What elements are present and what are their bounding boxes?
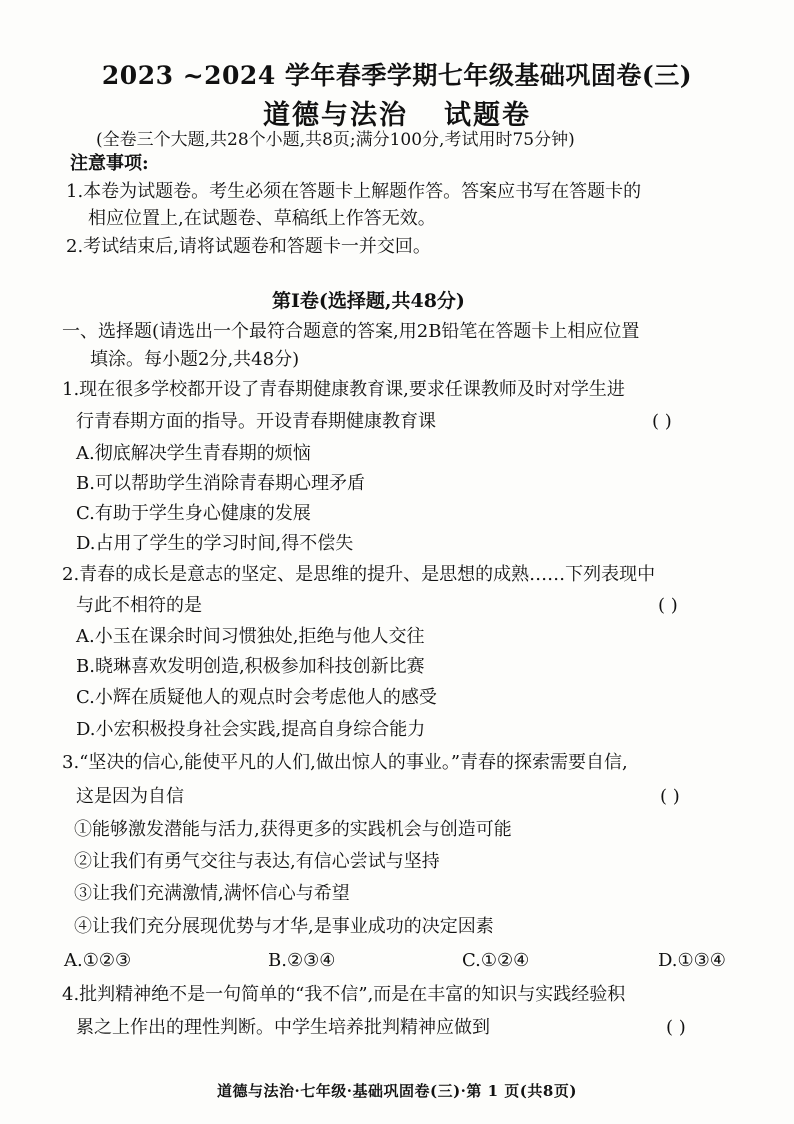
page-footer: 道德与法治·七年级·基础巩固卷(三)·第 1 页(共8页) xyxy=(217,1082,577,1100)
q3-statement-1: ①能够激发潜能与活力,获得更多的实践机会与创造可能 xyxy=(74,819,512,840)
part1-instructions-line-2: 填涂。每小题2分,共48分) xyxy=(90,349,300,370)
q1-answer-blank: ( ) xyxy=(652,411,672,432)
exam-info: (全卷三个大题,共28个小题,共8页;满分100分,考试用时75分钟) xyxy=(96,130,575,150)
q3-statement-2: ②让我们有勇气交往与表达,有信心尝试与坚持 xyxy=(74,851,440,872)
q2-answer-blank: ( ) xyxy=(658,595,678,616)
q2-stem-line-2: 与此不相符的是 xyxy=(76,595,202,616)
paper-type: 试题卷 xyxy=(444,100,531,131)
q1-option-d: D.占用了学生的学习时间,得不偿失 xyxy=(76,533,354,554)
notes-item-2: 2.考试结束后,请将试题卷和答题卡一并交回。 xyxy=(66,236,431,257)
q4-stem-line-1: 4.批判精神绝不是一句简单的“我不信”,而是在丰富的知识与实践经验积 xyxy=(62,984,626,1005)
part1-instructions-line-1: 一、选择题(请选出一个最符合题意的答案,用2B铅笔在答题卡上相应位置 xyxy=(62,321,640,342)
q4-stem-line-2: 累之上作出的理性判断。中学生培养批判精神应做到 xyxy=(76,1017,490,1038)
q4-answer-blank: ( ) xyxy=(666,1017,686,1038)
q1-stem-line-1: 1.现在很多学校都开设了青春期健康教育课,要求任课教师及时对学生进 xyxy=(62,379,625,400)
q3-option-b: B.②③④ xyxy=(268,950,336,971)
q2-option-c: C.小辉在质疑他人的观点时会考虑他人的感受 xyxy=(76,687,437,708)
q2-option-d: D.小宏积极投身社会实践,提高自身综合能力 xyxy=(76,719,426,740)
q3-option-d: D.①③④ xyxy=(658,950,726,971)
q3-stem-line-2: 这是因为自信 xyxy=(76,786,184,807)
q1-option-a: A.彻底解决学生青春期的烦恼 xyxy=(76,443,311,464)
exam-subtitle xyxy=(0,93,794,132)
q2-option-b: B.晓琳喜欢发明创造,积极参加科技创新比赛 xyxy=(76,656,425,677)
part1-heading: 第Ⅰ卷(选择题,共48分) xyxy=(272,290,465,312)
q3-statement-4: ④让我们充分展现优势与才华,是事业成功的决定因素 xyxy=(74,916,494,937)
notes-item-1-line-1: 1.本卷为试题卷。考生必须在答题卡上解题作答。答案应书写在答题卡的 xyxy=(66,181,642,202)
q3-option-c: C.①②④ xyxy=(462,950,530,971)
q1-stem-line-2: 行青春期方面的指导。开设青春期健康教育课 xyxy=(76,411,436,432)
q3-option-a: A.①②③ xyxy=(64,950,132,971)
q3-answer-blank: ( ) xyxy=(660,786,680,807)
q1-option-b: B.可以帮助学生消除青春期心理矛盾 xyxy=(76,473,365,494)
notes-heading: 注意事项: xyxy=(70,153,149,174)
q1-option-c: C.有助于学生身心健康的发展 xyxy=(76,503,311,524)
q2-stem-line-1: 2.青春的成长是意志的坚定、是思维的提升、是思想的成熟……下列表现中 xyxy=(62,564,656,585)
exam-title: 2023 ~2024 学年春季学期七年级基础巩固卷(三) xyxy=(101,61,693,90)
notes-item-1-line-2: 相应位置上,在试题卷、草稿纸上作答无效。 xyxy=(88,208,436,229)
q3-statement-3: ③让我们充满激情,满怀信心与希望 xyxy=(74,883,350,904)
q2-option-a: A.小玉在课余时间习惯独处,拒绝与他人交往 xyxy=(76,626,425,647)
q3-stem-line-1: 3.“坚决的信心,能使平凡的人们,做出惊人的事业。”青春的探索需要自信, xyxy=(62,752,628,773)
subject-name: 道德与法治 xyxy=(263,100,408,131)
